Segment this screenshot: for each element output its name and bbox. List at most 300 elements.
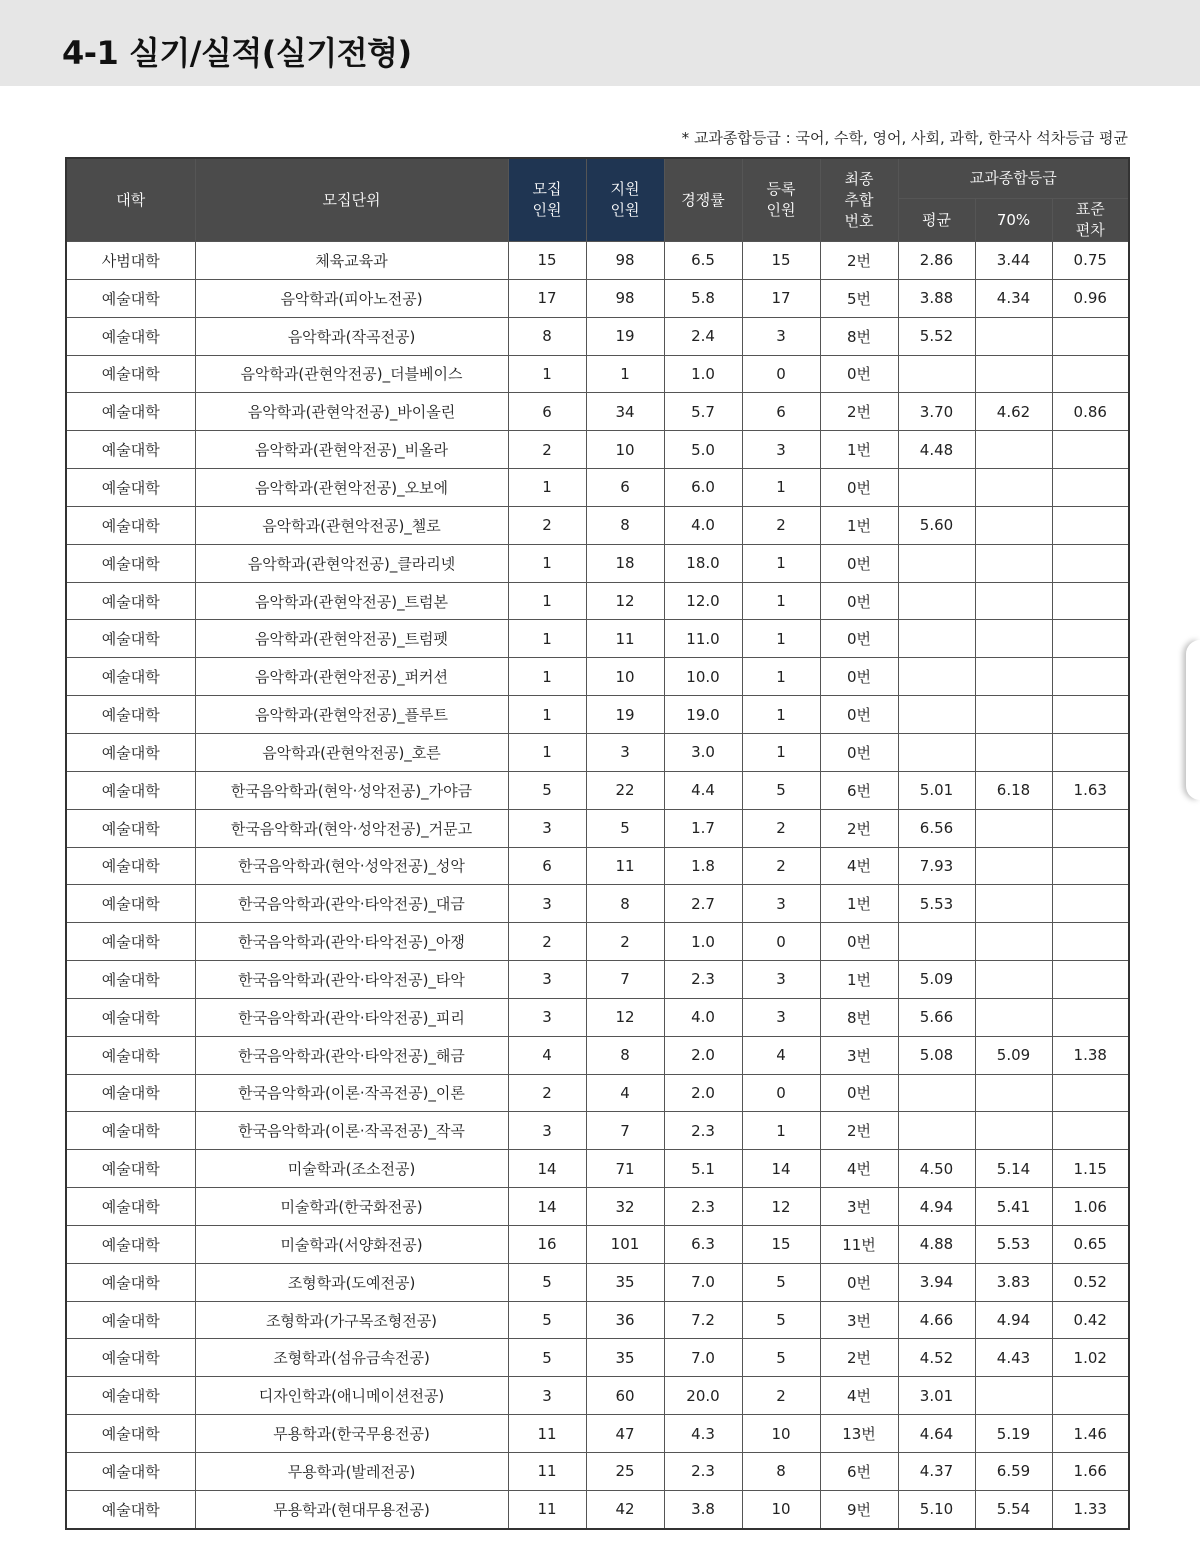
cell-final-extra: 2번 — [820, 242, 898, 280]
cell-ratio: 5.8 — [664, 279, 742, 317]
cell-grade-stdev — [1052, 998, 1129, 1036]
cell-grade-70pct — [975, 1112, 1052, 1150]
cell-grade-stdev: 1.63 — [1052, 771, 1129, 809]
cell-ratio: 2.3 — [664, 1112, 742, 1150]
cell-registered: 5 — [742, 771, 820, 809]
cell-grade-stdev: 1.15 — [1052, 1150, 1129, 1188]
cell-grade-70pct — [975, 696, 1052, 734]
cell-final-extra: 0번 — [820, 469, 898, 507]
cell-grade-avg — [898, 355, 975, 393]
cell-grade-stdev — [1052, 809, 1129, 847]
cell-grade-avg: 5.53 — [898, 885, 975, 923]
cell-unit: 미술학과(서양화전공) — [195, 1225, 508, 1263]
cell-ratio: 5.7 — [664, 393, 742, 431]
cell-grade-avg: 5.52 — [898, 317, 975, 355]
cell-apply: 8 — [586, 506, 664, 544]
cell-grade-70pct: 5.41 — [975, 1188, 1052, 1226]
cell-final-extra: 11번 — [820, 1225, 898, 1263]
cell-recruit: 2 — [508, 923, 586, 961]
cell-grade-70pct — [975, 355, 1052, 393]
cell-grade-stdev — [1052, 961, 1129, 999]
cell-college: 예술대학 — [66, 620, 195, 658]
cell-registered: 8 — [742, 1453, 820, 1491]
cell-apply: 42 — [586, 1490, 664, 1528]
cell-grade-70pct — [975, 809, 1052, 847]
cell-recruit: 5 — [508, 1263, 586, 1301]
title-bar — [0, 0, 1200, 86]
cell-registered: 5 — [742, 1301, 820, 1339]
cell-apply: 10 — [586, 431, 664, 469]
cell-ratio: 1.7 — [664, 809, 742, 847]
cell-apply: 25 — [586, 1453, 664, 1491]
cell-apply: 47 — [586, 1415, 664, 1453]
cell-registered: 1 — [742, 733, 820, 771]
header-grade-group: 교과종합등급 — [898, 158, 1129, 199]
cell-final-extra: 0번 — [820, 733, 898, 771]
cell-recruit: 1 — [508, 658, 586, 696]
cell-college: 예술대학 — [66, 1225, 195, 1263]
cell-grade-70pct: 5.53 — [975, 1225, 1052, 1263]
page-title: 4-1 실기/실적(실기전형) — [62, 34, 412, 72]
cell-college: 예술대학 — [66, 544, 195, 582]
cell-grade-70pct: 4.43 — [975, 1339, 1052, 1377]
cell-registered: 10 — [742, 1415, 820, 1453]
header-recruit: 모집 인원 — [508, 158, 586, 242]
cell-recruit: 2 — [508, 1074, 586, 1112]
cell-final-extra: 5번 — [820, 279, 898, 317]
cell-recruit: 6 — [508, 847, 586, 885]
cell-registered: 3 — [742, 998, 820, 1036]
cell-grade-avg: 4.88 — [898, 1225, 975, 1263]
cell-grade-stdev — [1052, 733, 1129, 771]
cell-grade-avg: 5.09 — [898, 961, 975, 999]
cell-grade-stdev: 1.46 — [1052, 1415, 1129, 1453]
cell-final-extra: 0번 — [820, 355, 898, 393]
cell-grade-stdev: 1.06 — [1052, 1188, 1129, 1226]
cell-unit: 한국음악학과(현악·성악전공)_성악 — [195, 847, 508, 885]
cell-apply: 7 — [586, 1112, 664, 1150]
cell-recruit: 1 — [508, 544, 586, 582]
cell-ratio: 2.7 — [664, 885, 742, 923]
cell-recruit: 3 — [508, 885, 586, 923]
cell-apply: 19 — [586, 317, 664, 355]
table-row — [66, 582, 1129, 620]
cell-grade-70pct: 5.14 — [975, 1150, 1052, 1188]
cell-registered: 15 — [742, 242, 820, 280]
cell-grade-stdev: 0.42 — [1052, 1301, 1129, 1339]
table-row — [66, 1453, 1129, 1491]
table-row — [66, 771, 1129, 809]
table-row — [66, 431, 1129, 469]
cell-recruit: 3 — [508, 809, 586, 847]
cell-unit: 한국음악학과(관악·타악전공)_타악 — [195, 961, 508, 999]
cell-ratio: 11.0 — [664, 620, 742, 658]
cell-apply: 10 — [586, 658, 664, 696]
table-row — [66, 885, 1129, 923]
cell-grade-stdev: 1.38 — [1052, 1036, 1129, 1074]
cell-unit: 음악학과(관현악전공)_바이올린 — [195, 393, 508, 431]
cell-grade-avg — [898, 658, 975, 696]
cell-grade-stdev — [1052, 355, 1129, 393]
cell-grade-avg: 3.94 — [898, 1263, 975, 1301]
cell-apply: 1 — [586, 355, 664, 393]
cell-final-extra: 1번 — [820, 431, 898, 469]
cell-recruit: 8 — [508, 317, 586, 355]
cell-final-extra: 1번 — [820, 885, 898, 923]
cell-ratio: 2.4 — [664, 317, 742, 355]
cell-final-extra: 1번 — [820, 961, 898, 999]
cell-apply: 32 — [586, 1188, 664, 1226]
cell-final-extra: 0번 — [820, 923, 898, 961]
cell-ratio: 7.0 — [664, 1339, 742, 1377]
cell-grade-70pct — [975, 923, 1052, 961]
cell-apply: 18 — [586, 544, 664, 582]
cell-recruit: 11 — [508, 1490, 586, 1528]
cell-grade-avg: 3.88 — [898, 279, 975, 317]
cell-recruit: 16 — [508, 1225, 586, 1263]
cell-grade-70pct — [975, 506, 1052, 544]
cell-grade-stdev — [1052, 620, 1129, 658]
cell-registered: 1 — [742, 1112, 820, 1150]
cell-recruit: 1 — [508, 620, 586, 658]
cell-grade-stdev — [1052, 1112, 1129, 1150]
cell-grade-stdev — [1052, 847, 1129, 885]
cell-college: 예술대학 — [66, 469, 195, 507]
cell-recruit: 3 — [508, 1112, 586, 1150]
cell-final-extra: 13번 — [820, 1415, 898, 1453]
table-row — [66, 1339, 1129, 1377]
cell-final-extra: 8번 — [820, 998, 898, 1036]
cell-college: 사범대학 — [66, 242, 195, 280]
cell-grade-avg: 6.56 — [898, 809, 975, 847]
cell-grade-avg — [898, 696, 975, 734]
cell-apply: 8 — [586, 1036, 664, 1074]
cell-unit: 한국음악학과(관악·타악전공)_해금 — [195, 1036, 508, 1074]
cell-ratio: 10.0 — [664, 658, 742, 696]
cell-ratio: 1.0 — [664, 923, 742, 961]
cell-grade-avg — [898, 923, 975, 961]
cell-grade-avg — [898, 1074, 975, 1112]
cell-college: 예술대학 — [66, 1150, 195, 1188]
cell-recruit: 5 — [508, 771, 586, 809]
cell-grade-stdev: 0.86 — [1052, 393, 1129, 431]
cell-apply: 11 — [586, 847, 664, 885]
cell-college: 예술대학 — [66, 733, 195, 771]
cell-college: 예술대학 — [66, 393, 195, 431]
cell-registered: 15 — [742, 1225, 820, 1263]
cell-ratio: 5.0 — [664, 431, 742, 469]
cell-college: 예술대학 — [66, 582, 195, 620]
cell-registered: 10 — [742, 1490, 820, 1528]
cell-grade-stdev — [1052, 317, 1129, 355]
cell-registered: 0 — [742, 923, 820, 961]
cell-recruit: 4 — [508, 1036, 586, 1074]
table-row — [66, 1490, 1129, 1528]
cell-registered: 3 — [742, 961, 820, 999]
cell-unit: 음악학과(관현악전공)_비올라 — [195, 431, 508, 469]
cell-grade-70pct — [975, 582, 1052, 620]
cell-registered: 2 — [742, 1377, 820, 1415]
cell-grade-stdev: 1.33 — [1052, 1490, 1129, 1528]
cell-ratio: 6.5 — [664, 242, 742, 280]
cell-unit: 음악학과(관현악전공)_오보에 — [195, 469, 508, 507]
table-row — [66, 1112, 1129, 1150]
cell-ratio: 4.0 — [664, 998, 742, 1036]
cell-grade-avg — [898, 1112, 975, 1150]
cell-ratio: 2.3 — [664, 1188, 742, 1226]
cell-final-extra: 2번 — [820, 1112, 898, 1150]
cell-apply: 7 — [586, 961, 664, 999]
header-registered: 등록 인원 — [742, 158, 820, 242]
cell-apply: 36 — [586, 1301, 664, 1339]
cell-ratio: 20.0 — [664, 1377, 742, 1415]
cell-final-extra: 0번 — [820, 1074, 898, 1112]
cell-unit: 무용학과(현대무용전공) — [195, 1490, 508, 1528]
cell-grade-avg: 3.70 — [898, 393, 975, 431]
cell-grade-avg: 4.66 — [898, 1301, 975, 1339]
cell-unit: 한국음악학과(이론·작곡전공)_이론 — [195, 1074, 508, 1112]
cell-recruit: 11 — [508, 1453, 586, 1491]
cell-apply: 98 — [586, 279, 664, 317]
cell-final-extra: 8번 — [820, 317, 898, 355]
table-row — [66, 544, 1129, 582]
cell-grade-avg — [898, 733, 975, 771]
table-row — [66, 620, 1129, 658]
cell-unit: 한국음악학과(관악·타악전공)_아쟁 — [195, 923, 508, 961]
table-row — [66, 1377, 1129, 1415]
cell-grade-70pct — [975, 1377, 1052, 1415]
cell-recruit: 14 — [508, 1150, 586, 1188]
cell-apply: 2 — [586, 923, 664, 961]
cell-ratio: 2.0 — [664, 1074, 742, 1112]
cell-college: 예술대학 — [66, 998, 195, 1036]
cell-unit: 음악학과(관현악전공)_트럼본 — [195, 582, 508, 620]
table-row — [66, 923, 1129, 961]
table-row — [66, 393, 1129, 431]
cell-grade-stdev — [1052, 696, 1129, 734]
table-row — [66, 998, 1129, 1036]
cell-grade-avg: 7.93 — [898, 847, 975, 885]
cell-college: 예술대학 — [66, 1339, 195, 1377]
header-final-extra: 최종 추합 번호 — [820, 158, 898, 242]
cell-grade-70pct: 6.18 — [975, 771, 1052, 809]
cell-grade-stdev — [1052, 544, 1129, 582]
cell-ratio: 2.3 — [664, 961, 742, 999]
table-row — [66, 1301, 1129, 1339]
cell-grade-70pct — [975, 847, 1052, 885]
cell-grade-70pct — [975, 469, 1052, 507]
table-row — [66, 506, 1129, 544]
cell-grade-avg: 4.48 — [898, 431, 975, 469]
cell-ratio: 4.0 — [664, 506, 742, 544]
cell-final-extra: 3번 — [820, 1036, 898, 1074]
cell-unit: 음악학과(관현악전공)_퍼커션 — [195, 658, 508, 696]
cell-college: 예술대학 — [66, 1188, 195, 1226]
cell-grade-stdev — [1052, 658, 1129, 696]
cell-grade-stdev — [1052, 1377, 1129, 1415]
cell-recruit: 1 — [508, 469, 586, 507]
cell-unit: 한국음악학과(현악·성악전공)_거문고 — [195, 809, 508, 847]
cell-recruit: 6 — [508, 393, 586, 431]
cell-grade-70pct — [975, 317, 1052, 355]
cell-unit: 음악학과(관현악전공)_호른 — [195, 733, 508, 771]
cell-ratio: 2.0 — [664, 1036, 742, 1074]
cell-registered: 3 — [742, 431, 820, 469]
cell-college: 예술대학 — [66, 809, 195, 847]
cell-ratio: 2.3 — [664, 1453, 742, 1491]
cell-grade-stdev: 0.75 — [1052, 242, 1129, 280]
cell-apply: 4 — [586, 1074, 664, 1112]
cell-grade-70pct — [975, 1074, 1052, 1112]
cell-college: 예술대학 — [66, 1112, 195, 1150]
cell-grade-avg: 4.50 — [898, 1150, 975, 1188]
cell-college: 예술대학 — [66, 355, 195, 393]
cell-grade-avg: 5.66 — [898, 998, 975, 1036]
cell-grade-70pct — [975, 961, 1052, 999]
cell-college: 예술대학 — [66, 1415, 195, 1453]
cell-grade-avg: 5.10 — [898, 1490, 975, 1528]
cell-registered: 1 — [742, 696, 820, 734]
cell-recruit: 1 — [508, 355, 586, 393]
cell-college: 예술대학 — [66, 1453, 195, 1491]
table-row — [66, 809, 1129, 847]
scroll-edge[interactable] — [1186, 640, 1200, 800]
cell-recruit: 2 — [508, 431, 586, 469]
cell-registered: 2 — [742, 809, 820, 847]
cell-ratio: 4.3 — [664, 1415, 742, 1453]
cell-college: 예술대학 — [66, 658, 195, 696]
cell-registered: 1 — [742, 582, 820, 620]
header-avg: 평균 — [898, 199, 975, 242]
cell-registered: 2 — [742, 847, 820, 885]
cell-final-extra: 2번 — [820, 393, 898, 431]
footnote: * 교과종합등급 : 국어, 수학, 영어, 사회, 과학, 한국사 석차등급 평균 — [681, 129, 1128, 147]
cell-unit: 음악학과(관현악전공)_첼로 — [195, 506, 508, 544]
cell-college: 예술대학 — [66, 771, 195, 809]
cell-recruit: 17 — [508, 279, 586, 317]
cell-grade-stdev: 0.65 — [1052, 1225, 1129, 1263]
table-body — [66, 242, 1129, 1529]
cell-apply: 22 — [586, 771, 664, 809]
cell-ratio: 7.0 — [664, 1263, 742, 1301]
cell-apply: 3 — [586, 733, 664, 771]
cell-college: 예술대학 — [66, 923, 195, 961]
cell-recruit: 1 — [508, 582, 586, 620]
cell-grade-avg — [898, 544, 975, 582]
cell-grade-avg: 4.52 — [898, 1339, 975, 1377]
cell-ratio: 3.8 — [664, 1490, 742, 1528]
cell-apply: 71 — [586, 1150, 664, 1188]
cell-grade-70pct — [975, 733, 1052, 771]
cell-recruit: 1 — [508, 696, 586, 734]
cell-grade-70pct — [975, 658, 1052, 696]
cell-final-extra: 3번 — [820, 1301, 898, 1339]
cell-grade-avg: 3.01 — [898, 1377, 975, 1415]
cell-college: 예술대학 — [66, 506, 195, 544]
cell-recruit: 1 — [508, 733, 586, 771]
cell-grade-avg: 5.08 — [898, 1036, 975, 1074]
cell-college: 예술대학 — [66, 1074, 195, 1112]
cell-apply: 11 — [586, 620, 664, 658]
header-college: 대학 — [66, 158, 195, 242]
header-pct70: 70% — [975, 199, 1052, 242]
cell-unit: 조형학과(섬유금속전공) — [195, 1339, 508, 1377]
cell-grade-70pct: 4.62 — [975, 393, 1052, 431]
cell-final-extra: 0번 — [820, 544, 898, 582]
cell-grade-stdev: 1.66 — [1052, 1453, 1129, 1491]
cell-grade-70pct: 4.34 — [975, 279, 1052, 317]
cell-unit: 한국음악학과(이론·작곡전공)_작곡 — [195, 1112, 508, 1150]
cell-unit: 조형학과(가구목조형전공) — [195, 1301, 508, 1339]
cell-unit: 한국음악학과(관악·타악전공)_피리 — [195, 998, 508, 1036]
cell-recruit: 3 — [508, 1377, 586, 1415]
cell-ratio: 19.0 — [664, 696, 742, 734]
cell-registered: 17 — [742, 279, 820, 317]
cell-registered: 3 — [742, 317, 820, 355]
cell-ratio: 3.0 — [664, 733, 742, 771]
cell-registered: 3 — [742, 885, 820, 923]
cell-final-extra: 0번 — [820, 658, 898, 696]
cell-grade-stdev: 0.52 — [1052, 1263, 1129, 1301]
table-row — [66, 1225, 1129, 1263]
cell-grade-stdev — [1052, 506, 1129, 544]
cell-college: 예술대학 — [66, 1263, 195, 1301]
cell-unit: 무용학과(발레전공) — [195, 1453, 508, 1491]
cell-grade-70pct: 6.59 — [975, 1453, 1052, 1491]
table-row — [66, 1150, 1129, 1188]
cell-unit: 음악학과(관현악전공)_플루트 — [195, 696, 508, 734]
cell-grade-stdev: 0.96 — [1052, 279, 1129, 317]
cell-grade-70pct: 5.19 — [975, 1415, 1052, 1453]
table-row — [66, 242, 1129, 280]
cell-registered: 4 — [742, 1036, 820, 1074]
cell-registered: 12 — [742, 1188, 820, 1226]
table-row — [66, 1263, 1129, 1301]
cell-unit: 음악학과(관현악전공)_트럼펫 — [195, 620, 508, 658]
table-row — [66, 658, 1129, 696]
cell-ratio: 7.2 — [664, 1301, 742, 1339]
cell-apply: 101 — [586, 1225, 664, 1263]
cell-apply: 5 — [586, 809, 664, 847]
table-row — [66, 1415, 1129, 1453]
cell-unit: 조형학과(도예전공) — [195, 1263, 508, 1301]
cell-registered: 2 — [742, 506, 820, 544]
admission-results-table — [65, 157, 1130, 1530]
cell-college: 예술대학 — [66, 1301, 195, 1339]
cell-final-extra: 4번 — [820, 1377, 898, 1415]
cell-grade-70pct: 3.44 — [975, 242, 1052, 280]
cell-recruit: 3 — [508, 998, 586, 1036]
cell-final-extra: 0번 — [820, 620, 898, 658]
cell-unit: 미술학과(한국화전공) — [195, 1188, 508, 1226]
table-row — [66, 696, 1129, 734]
cell-grade-70pct: 4.94 — [975, 1301, 1052, 1339]
cell-recruit: 5 — [508, 1339, 586, 1377]
cell-final-extra: 2번 — [820, 809, 898, 847]
header-unit: 모집단위 — [195, 158, 508, 242]
cell-final-extra: 1번 — [820, 506, 898, 544]
cell-ratio: 1.8 — [664, 847, 742, 885]
table-row — [66, 1188, 1129, 1226]
cell-ratio: 12.0 — [664, 582, 742, 620]
cell-grade-avg: 4.64 — [898, 1415, 975, 1453]
cell-college: 예술대학 — [66, 279, 195, 317]
cell-final-extra: 3번 — [820, 1188, 898, 1226]
cell-grade-stdev — [1052, 582, 1129, 620]
cell-recruit: 15 — [508, 242, 586, 280]
cell-grade-avg — [898, 469, 975, 507]
table-row — [66, 961, 1129, 999]
